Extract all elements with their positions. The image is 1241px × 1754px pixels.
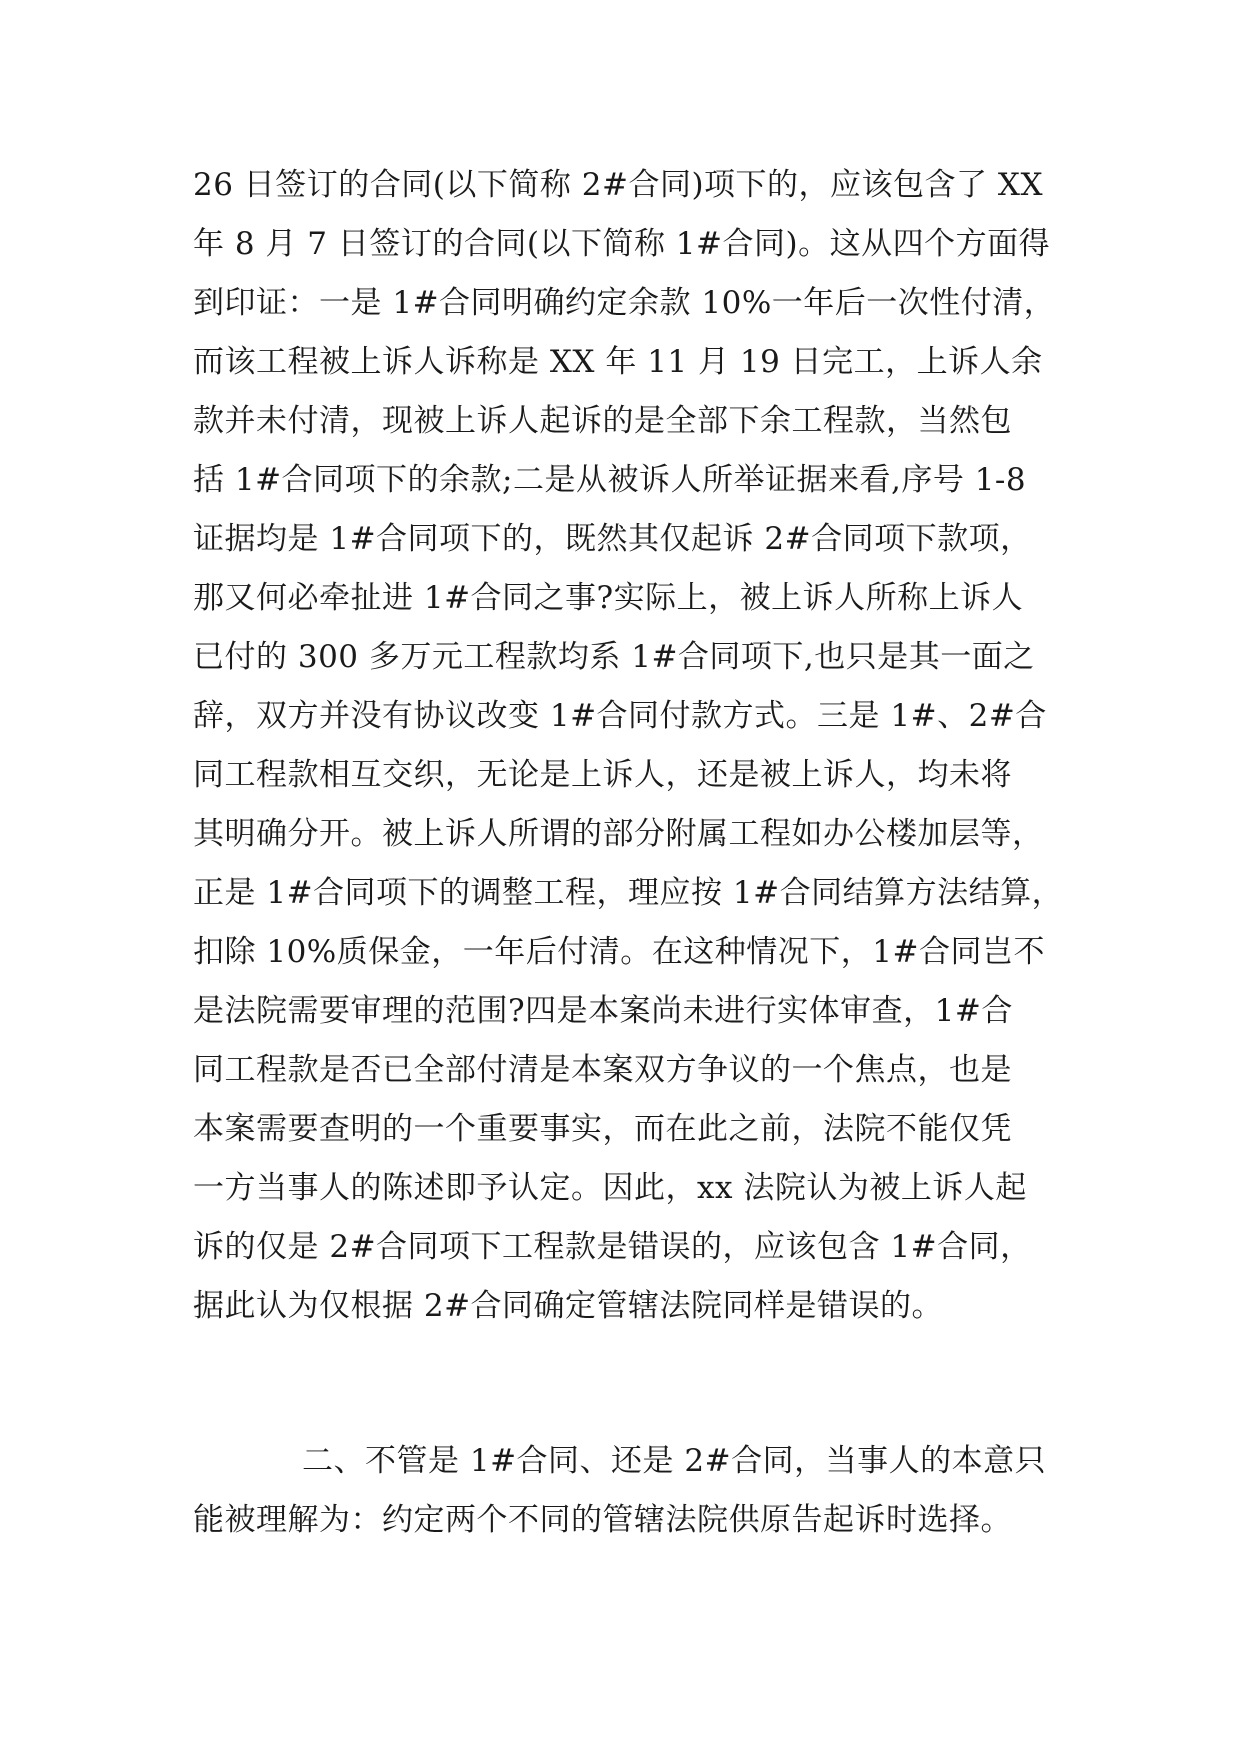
- text-line: 年 8 月 7 日签订的合同(以下简称 1#合同)。这从四个方面得: [193, 226, 1051, 262]
- text-line: 据此认为仅根据 2#合同确定管辖法院同样是错误的。: [193, 1288, 944, 1324]
- text-line: 同工程款相互交织，无论是上诉人，还是被上诉人，均未将: [193, 757, 1012, 793]
- text-line: 证据均是 1#合同项下的，既然其仅起诉 2#合同项下款项，: [193, 521, 1032, 557]
- text-line: 那又何必牵扯进 1#合同之事?实际上，被上诉人所称上诉人: [193, 580, 1024, 616]
- text-line: 是法院需要审理的范围?四是本案尚未进行实体审查，1#合: [193, 993, 1013, 1029]
- text-line: 正是 1#合同项下的调整工程，理应按 1#合同结算方法结算，: [193, 875, 1064, 911]
- text-line: 一方当事人的陈述即予认定。因此，xx 法院认为被上诉人起: [193, 1170, 1027, 1206]
- text-line: 到印证：一是 1#合同明确约定余款 10%一年后一次性付清，: [193, 285, 1056, 321]
- text-line: 其明确分开。被上诉人所谓的部分附属工程如办公楼加层等，: [193, 816, 1044, 852]
- text-line: 能被理解为：约定两个不同的管辖法院供原告起诉时选择。: [193, 1502, 1012, 1538]
- text-line: 已付的 300 多万元工程款均系 1#合同项下,也只是其一面之: [193, 639, 1035, 675]
- text-line: 扣除 10%质保金，一年后付清。在这种情况下，1#合同岂不: [193, 934, 1045, 970]
- text-line: 诉的仅是 2#合同项下工程款是错误的，应该包含 1#合同，: [193, 1229, 1032, 1265]
- text-line: 而该工程被上诉人诉称是 XX 年 11 月 19 日完工，上诉人余: [193, 344, 1043, 380]
- text-line: 26 日签订的合同(以下简称 2#合同)项下的，应该包含了 XX: [193, 167, 1044, 203]
- text-line: 辞，双方并没有协议改变 1#合同付款方式。三是 1#、2#合: [193, 698, 1047, 734]
- text-line: 本案需要查明的一个重要事实，而在此之前，法院不能仅凭: [193, 1111, 1012, 1147]
- text-line: 二、不管是 1#合同、还是 2#合同，当事人的本意只: [302, 1443, 1047, 1479]
- text-line: 括 1#合同项下的余款;二是从被诉人所举证据来看,序号 1-8: [193, 462, 1027, 498]
- text-line: 同工程款是否已全部付清是本案双方争议的一个焦点，也是: [193, 1052, 1012, 1088]
- text-line: 款并未付清，现被上诉人起诉的是全部下余工程款，当然包: [193, 403, 1012, 439]
